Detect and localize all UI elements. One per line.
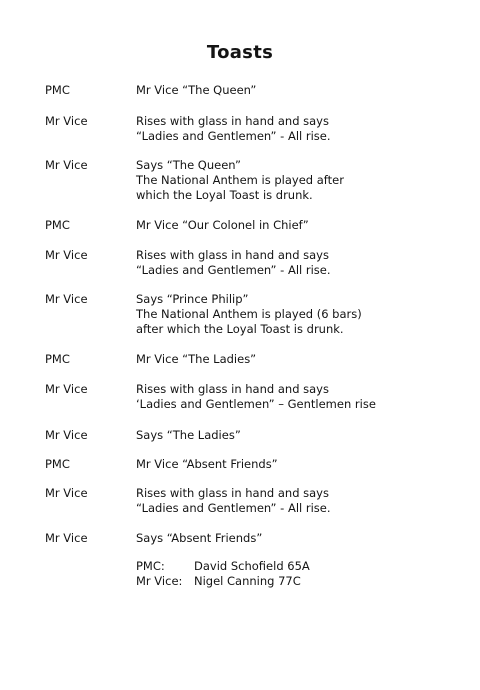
instruction-text <box>136 218 466 233</box>
instruction-text <box>136 248 466 278</box>
instruction-line: The National Anthem is played after <box>136 173 344 187</box>
speaker-label: Mr Vice <box>45 292 88 306</box>
instruction-line: “Ladies and Gentlemen” - All rise. <box>136 263 331 277</box>
speaker-label: Mr Vice <box>45 114 88 128</box>
instruction-text <box>136 83 466 98</box>
speaker-label: PMC <box>45 457 70 471</box>
instruction-text <box>136 382 466 412</box>
instruction-line: Mr Vice “The Queen” <box>136 83 257 97</box>
signatories-block <box>136 559 310 589</box>
instruction-text <box>136 486 466 516</box>
speaker-label: Mr Vice <box>45 248 88 262</box>
instruction-line: Rises with glass in hand and says <box>136 486 329 500</box>
instruction-line: The National Anthem is played (6 bars) <box>136 307 362 321</box>
speaker-label: Mr Vice <box>45 486 88 500</box>
signatory-name: Nigel Canning 77C <box>194 574 301 588</box>
instruction-line: Says “The Ladies” <box>136 428 241 442</box>
speaker-label: PMC <box>45 83 70 97</box>
instruction-text <box>136 428 466 443</box>
instruction-line: Says “Absent Friends” <box>136 531 263 545</box>
instruction-line: Rises with glass in hand and says <box>136 382 329 396</box>
instruction-line: Mr Vice “The Ladies” <box>136 352 257 366</box>
signatory-role: PMC: <box>136 559 165 573</box>
signatory-row <box>136 574 310 589</box>
instruction-text <box>136 292 466 337</box>
instruction-line: Rises with glass in hand and says <box>136 248 329 262</box>
signatory-role: Mr Vice: <box>136 574 183 588</box>
instruction-line: Says “Prince Philip” <box>136 292 249 306</box>
speaker-label: PMC <box>45 218 70 232</box>
signatory-row <box>136 559 310 574</box>
instruction-text <box>136 457 466 472</box>
instruction-line: Mr Vice “Absent Friends” <box>136 457 278 471</box>
speaker-label: Mr Vice <box>45 158 88 172</box>
speaker-label: Mr Vice <box>45 428 88 442</box>
instruction-text <box>136 352 466 367</box>
speaker-label: Mr Vice <box>45 531 88 545</box>
instruction-line: Says “The Queen” <box>136 158 241 172</box>
instruction-text <box>136 531 466 546</box>
speaker-label: PMC <box>45 352 70 366</box>
page-title: Toasts <box>206 42 274 63</box>
signatory-name: David Schofield 65A <box>194 559 310 573</box>
instruction-line: Rises with glass in hand and says <box>136 114 329 128</box>
instruction-text <box>136 114 466 144</box>
instruction-line: Mr Vice “Our Colonel in Chief” <box>136 218 309 232</box>
instruction-line: ‘Ladies and Gentlemen” – Gentlemen rise <box>136 397 376 411</box>
instruction-line: “Ladies and Gentlemen” - All rise. <box>136 501 331 515</box>
speaker-label: Mr Vice <box>45 382 88 396</box>
instruction-line: after which the Loyal Toast is drunk. <box>136 322 344 336</box>
instruction-line: which the Loyal Toast is drunk. <box>136 188 313 202</box>
instruction-text <box>136 158 466 203</box>
instruction-line: “Ladies and Gentlemen” - All rise. <box>136 129 331 143</box>
